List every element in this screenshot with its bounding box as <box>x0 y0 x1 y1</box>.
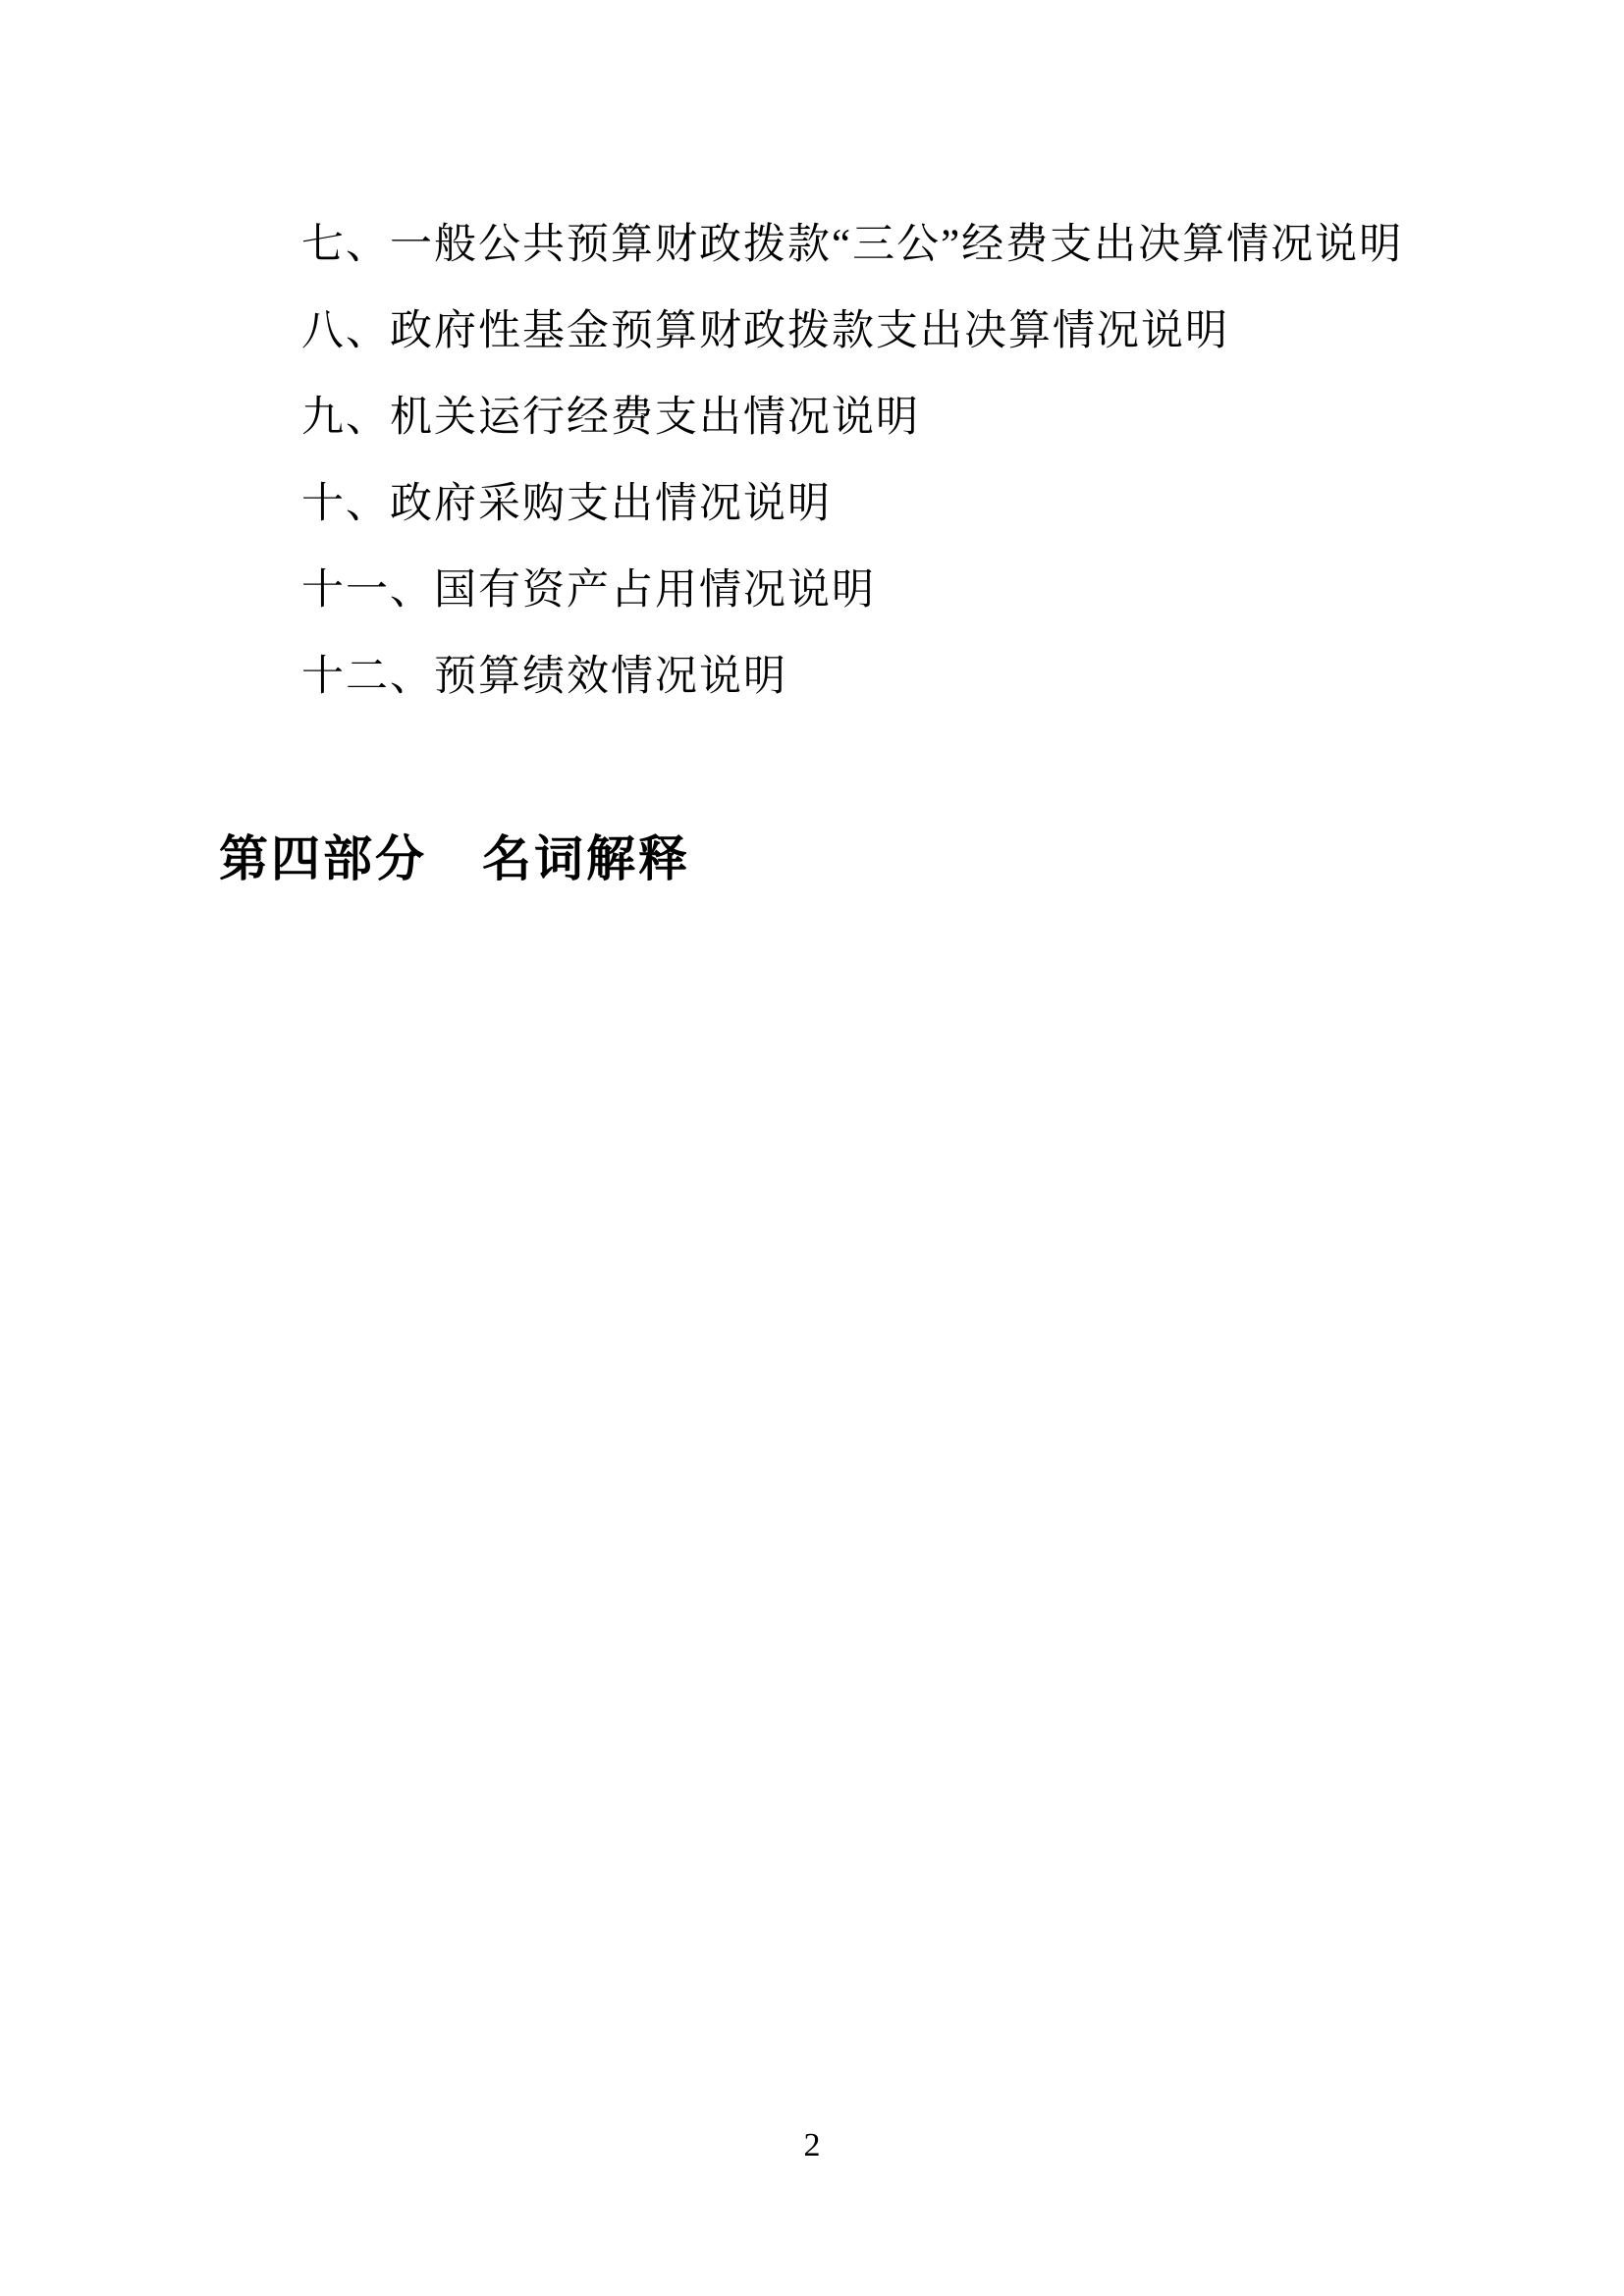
page-number: 2 <box>803 2127 821 2163</box>
toc-item: 十、政府采购支出情况说明 <box>301 481 832 527</box>
toc-item: 九、机关运行经费支出情况说明 <box>301 395 920 441</box>
section-part-label: 第四部分 <box>219 831 427 886</box>
section-heading <box>219 829 690 888</box>
toc-list <box>301 202 1403 721</box>
toc-item: 八、政府性基金预算财政拨款支出决算情况说明 <box>301 308 1229 354</box>
toc-item: 十一、国有资产占用情况说明 <box>301 567 876 614</box>
toc-item: 十二、预算绩效情况说明 <box>301 654 787 700</box>
toc-item: 七、一般公共预算财政拨款“三公”经费支出决算情况说明 <box>301 222 1404 268</box>
section-title: 名词解释 <box>482 831 690 886</box>
